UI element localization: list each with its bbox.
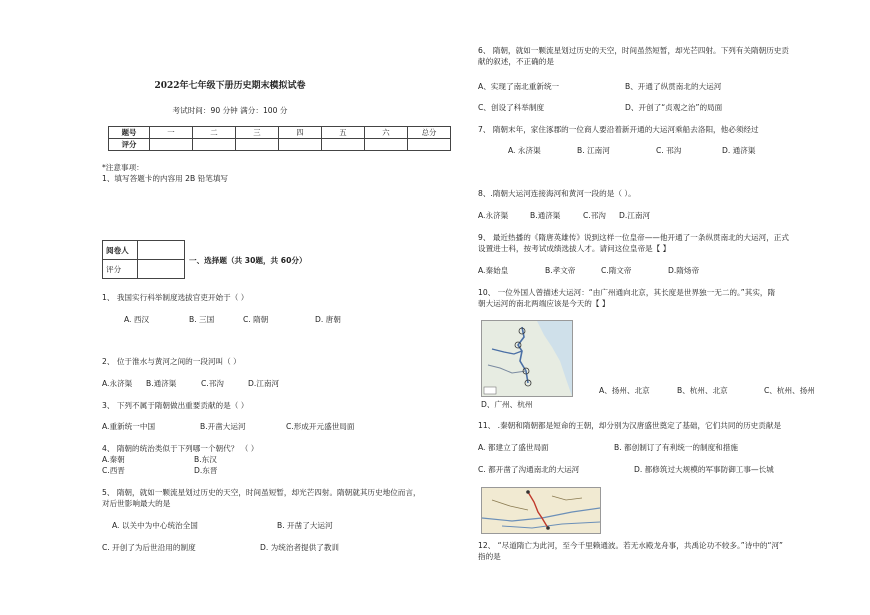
question-6-option-b: B、开通了纵贯南北的大运河 [625, 82, 722, 91]
question-1-option-a: A. 西汉 [124, 315, 150, 324]
question-6-stem-line-1: 6、 隋朝，就如一颗流星划过历史的天空，时间虽然短暂，却光芒四射。下列有关隋朝历史贡 [478, 46, 789, 55]
question-9-stem-line-1: 9、 最近热播的《隋唐英雄传》说到这样一位皇帝——他开通了一条纵贯南北的大运河，正式 [478, 233, 789, 242]
score-header-cell: 二 [193, 127, 236, 139]
question-11-option-d: D. 都修筑过大规模的军事防御工事—长城 [634, 465, 774, 474]
grand-canal-map [481, 320, 573, 397]
question-12-stem-line-1: 12、 “尽道隋亡为此河，至今千里赖通波。若无水殿龙舟事，共禹论功不较多。”诗中的“河” [478, 541, 783, 550]
question-10-stem-line-2: 朝大运河的南北两端应该是今天的【 】 [478, 299, 610, 308]
question-2-option-a: A.永济渠 [102, 379, 133, 388]
score-header-cell: 三 [236, 127, 279, 139]
score-table-score-row [109, 139, 451, 151]
score-cell[interactable] [279, 139, 322, 151]
question-1-option-b: B. 三国 [189, 315, 215, 324]
question-5-option-a: A. 以关中为中心统治全国 [112, 521, 198, 530]
question-12-stem-line-2: 指的是 [478, 552, 501, 561]
question-7-option-d: D. 通济渠 [722, 146, 756, 155]
question-4-option-d: D.东晋 [194, 466, 218, 475]
canal-route-map-icon [482, 488, 600, 533]
question-10-option-d: D、广州、杭州 [481, 400, 533, 409]
question-10-option-c: C、杭州、扬州 [764, 386, 815, 395]
question-6-option-d: D、开创了“贞观之治”的局面 [625, 103, 723, 112]
grand-canal-map-icon [482, 321, 572, 396]
score-cell[interactable] [150, 139, 193, 151]
question-5-option-d: D. 为统治者提供了教训 [260, 543, 340, 552]
question-8-option-c: C.邗沟 [583, 211, 606, 220]
score-cell[interactable] [193, 139, 236, 151]
question-11-option-a: A. 都建立了盛世局面 [478, 443, 549, 452]
question-8-option-a: A.永济渠 [478, 211, 509, 220]
question-5-option-b: B. 开凿了大运河 [277, 521, 333, 530]
question-8-option-d: D.江南河 [619, 211, 651, 220]
score-cell[interactable] [236, 139, 279, 151]
question-4-option-a: A.秦朝 [102, 455, 125, 464]
score-header-cell: 一 [150, 127, 193, 139]
score-cell[interactable] [408, 139, 451, 151]
question-5-stem-line-2: 对后世影响最大的是 [102, 499, 171, 508]
question-9-option-c: C.隋文帝 [601, 266, 632, 275]
question-3-option-b: B.开凿大运河 [200, 422, 246, 431]
exam-title: 2022年七年级下册历史期末模拟试卷 [154, 81, 306, 91]
question-8-stem: 8、.隋朝大运河连接海河和黄河一段的是（ ）。 [478, 189, 636, 198]
question-4-option-b: B.东汉 [194, 455, 217, 464]
question-9-option-a: A.秦始皇 [478, 266, 509, 275]
question-4-stem: 4、 隋朝的统治类似于下列哪一个朝代？ （ ） [102, 444, 259, 453]
question-6-option-c: C、创设了科举制度 [478, 103, 545, 112]
question-7-option-b: B. 江南河 [577, 146, 610, 155]
question-2-option-c: C.邗沟 [201, 379, 224, 388]
question-11-option-b: B. 都创制订了有利统一的制度和措施 [614, 443, 738, 452]
question-7-stem: 7、 隋朝末年，家住涿郡的一位商人要沿着新开通的大运河乘船去洛阳，他必须经过 [478, 125, 759, 134]
question-2-stem: 2、 位于淮水与黄河之间的一段河叫（ ） [102, 357, 241, 366]
question-1-stem: 1、 我国实行科举制度选拔官吏开始于（ ） [102, 293, 249, 302]
question-1-option-d: D. 唐朝 [315, 315, 341, 324]
question-11-stem: 11、 .秦朝和隋朝都是短命的王朝，却分别为汉唐盛世奠定了基础，它们共同的历史贡献是 [478, 421, 782, 430]
exam-info: 考试时间：90 分钟 满分：100 分 [172, 106, 288, 115]
question-1-option-c: C. 隋朝 [243, 315, 269, 324]
score-row-label: 评分 [109, 139, 150, 151]
question-5-option-c: C. 开创了为后世沿用的制度 [102, 543, 196, 552]
score-header-cell: 总分 [408, 127, 451, 139]
question-10-option-a: A、扬州、北京 [599, 386, 650, 395]
grader-box [102, 240, 185, 279]
question-3-option-a: A.重新统一中国 [102, 422, 156, 431]
notes-item-1: 1、填写答题卡的内容用 2B 铅笔填写 [102, 174, 229, 183]
question-3-option-c: C.形成开元盛世局面 [286, 422, 355, 431]
question-9-stem-line-2: 设置进士科，按考试成绩选拔人才。请问这位皇帝是【 】 [478, 244, 671, 253]
question-3-stem: 3、 下列不属于隋朝做出重要贡献的是（ ） [102, 401, 249, 410]
grader-reviewer-label: 阅卷人 [103, 241, 138, 260]
score-header-cell: 六 [365, 127, 408, 139]
question-6-stem-line-2: 献的叙述，不正确的是 [478, 57, 554, 66]
question-2-option-b: B.通济渠 [146, 379, 177, 388]
score-header-cell: 题号 [109, 127, 150, 139]
canal-route-map [481, 487, 601, 534]
question-2-option-d: D.江南河 [248, 379, 280, 388]
question-5-stem-line-1: 5、 隋朝，就如一颗流星划过历史的天空，时间虽短暂，却光芒四射。隋朝就其历史地位而言， [102, 488, 421, 497]
score-header-cell: 五 [322, 127, 365, 139]
score-table-header-row [109, 127, 451, 139]
question-10-option-b: B、杭州、北京 [677, 386, 728, 395]
grader-reviewer-cell[interactable] [138, 241, 185, 260]
question-7-option-a: A. 永济渠 [508, 146, 541, 155]
question-6-option-a: A、实现了南北重新统一 [478, 82, 560, 91]
question-11-option-c: C. 都开凿了沟通南北的大运河 [478, 465, 580, 474]
section-1-heading: 一、选择题（共 30题，共 60分） [189, 256, 307, 265]
grader-score-cell[interactable] [138, 260, 185, 279]
score-cell[interactable] [322, 139, 365, 151]
question-8-option-b: B.通济渠 [530, 211, 561, 220]
score-table [108, 126, 451, 151]
score-header-cell: 四 [279, 127, 322, 139]
question-10-stem-line-1: 10、 一位外国人曾描述大运河：“由广州通向北京，其长度是世界独一无二的。”其实，隋 [478, 288, 776, 297]
question-9-option-d: D.隋炀帝 [668, 266, 700, 275]
question-4-option-c: C.西晋 [102, 466, 125, 475]
question-9-option-b: B.孝文帝 [545, 266, 576, 275]
grader-score-label: 评分 [103, 260, 138, 279]
question-7-option-c: C. 邗沟 [656, 146, 682, 155]
notes-heading: *注意事项： [102, 163, 144, 172]
score-cell[interactable] [365, 139, 408, 151]
